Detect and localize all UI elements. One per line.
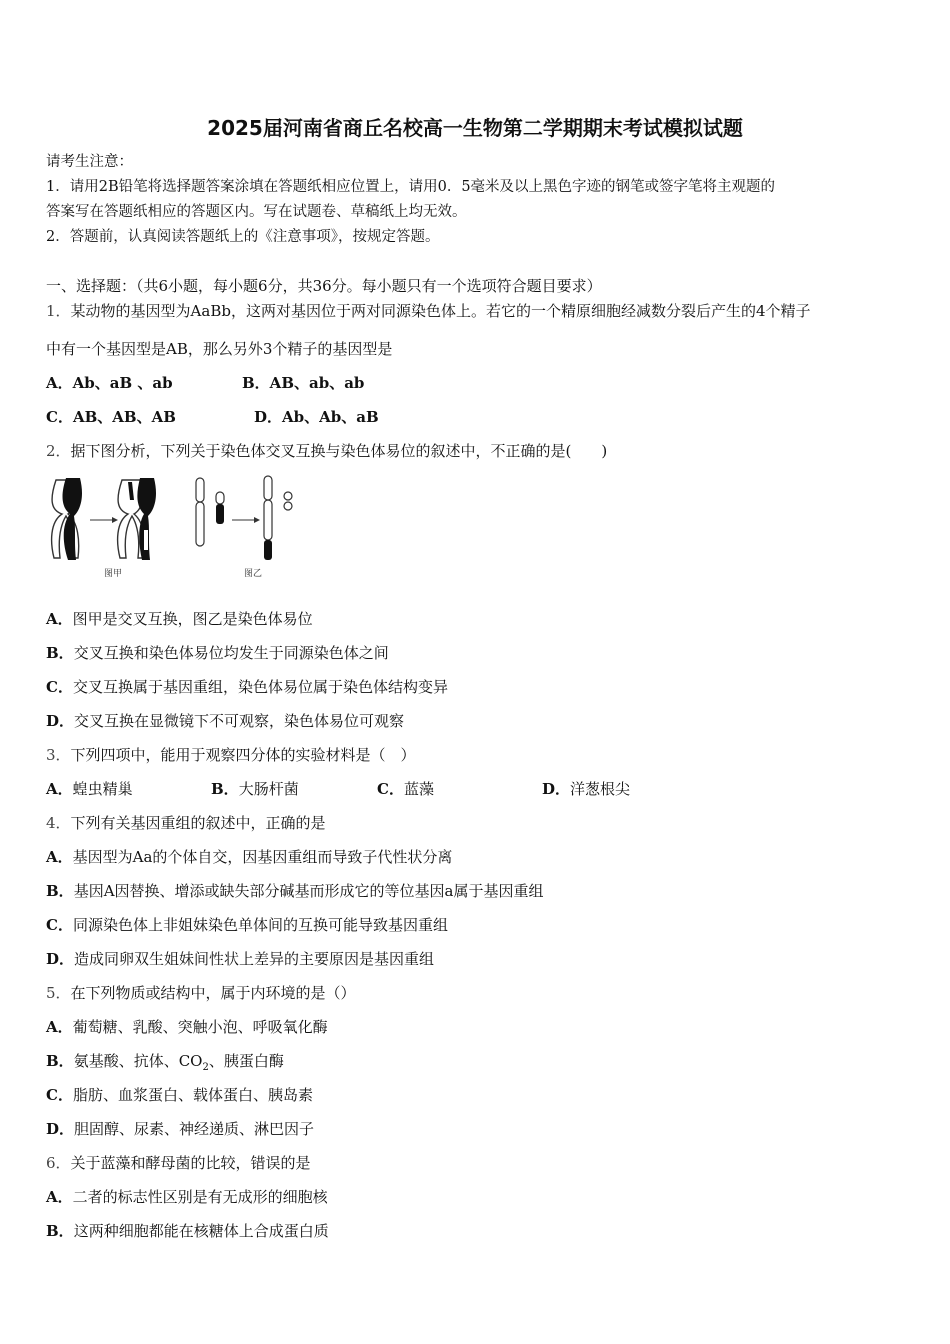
option-letter: A． (46, 1018, 73, 1036)
option-letter: C． (46, 678, 73, 696)
figure-b-chromosomes-before (196, 478, 224, 546)
option-text: 脂肪、血浆蛋白、载体蛋白、胰岛素 (72, 1086, 313, 1104)
q5-option-d (46, 1119, 314, 1139)
question-1-cont: 中有一个基因型是AB，那么另外3个精子的基因型是 (46, 340, 393, 358)
option-letter: A． (46, 610, 73, 628)
question-text: 在下列物质或结构中，属于内环境的是（） (70, 984, 356, 1002)
option-text: 这两种细胞都能在核糖体上合成蛋白质 (73, 1222, 329, 1240)
option-text: 基因型为Aa的个体自交，因基因重组而导致子代性状分离 (72, 848, 453, 866)
question-number: 2． (46, 442, 71, 460)
q1-option-b: B．AB、ab、ab (242, 374, 365, 392)
figure-b-caption: 图乙 (244, 569, 263, 579)
option-letter: C． (377, 780, 404, 798)
question-1 (46, 301, 811, 321)
option-text: 交叉互换属于基因重组，染色体易位属于染色体结构变异 (72, 678, 448, 696)
option-text: 交叉互换在显微镜下不可观察，染色体易位可观察 (74, 712, 405, 730)
figure-a-chromosomes-before (52, 478, 82, 560)
q3-option-d (542, 779, 630, 799)
q1-option-a: A．Ab、aB 、ab (46, 374, 173, 392)
q5-option-c (46, 1085, 313, 1105)
option-text: 基因A因替换、增添或缺失部分碱基而形成它的等位基因a属于基因重组 (73, 882, 544, 900)
question-number: 3． (46, 746, 71, 764)
option-text: 胆固醇、尿素、神经递质、淋巴因子 (74, 1120, 315, 1138)
notice-item-1: 1．请用2B铅笔将选择题答案涂填在答题纸相应位置上，请用0．5毫米及以上黑色字迹的钢笔或签字笔将主观题的 (46, 179, 776, 195)
option-letter: B． (46, 644, 74, 662)
option-letter: D． (46, 950, 75, 968)
option-text: 造成同卵双生姐妹间性状上差异的主要原因是基因重组 (74, 950, 435, 968)
q3-option-c (377, 779, 434, 799)
q4-option-d (46, 949, 434, 969)
figure-a-caption: 图甲 (104, 569, 123, 579)
question-number: 6． (46, 1154, 71, 1172)
option-text: 氨基酸、抗体、CO (73, 1052, 203, 1070)
q5-option-b (46, 1051, 284, 1078)
option-letter: B． (46, 882, 74, 900)
option-letter: A． (46, 780, 73, 798)
option-text: 大肠杆菌 (238, 780, 299, 798)
q1-option-d: D．Ab、Ab、aB (254, 408, 379, 426)
question-number: 5． (46, 984, 71, 1002)
q1-option-c: C．AB、AB、AB (46, 408, 176, 426)
option-text: 葡萄糖、乳酸、突触小泡、呼吸氧化酶 (72, 1018, 328, 1036)
option-letter: D． (46, 1120, 75, 1138)
option-letter: D． (542, 780, 571, 798)
option-text: 图甲是交叉互换，图乙是染色体易位 (72, 610, 313, 628)
question-4 (46, 813, 326, 833)
question-text: 据下图分析，下列关于染色体交叉互换与染色体易位的叙述中，不正确的是( ) (70, 442, 608, 460)
question-3 (46, 745, 416, 765)
chromosome-figure (44, 470, 314, 582)
option-letter: C． (46, 916, 73, 934)
notice-item-2: 2．答题前，认真阅读答题纸上的《注意事项》，按规定答题。 (46, 229, 440, 245)
option-letter: C． (46, 1086, 73, 1104)
q3-option-a (46, 779, 133, 799)
question-5 (46, 983, 356, 1003)
option-text: 二者的标志性区别是有无成形的细胞核 (72, 1188, 328, 1206)
option-letter: B． (46, 1052, 74, 1070)
q2-option-b (46, 643, 389, 663)
subscript: 2 (202, 1062, 209, 1073)
arrow-icon (232, 517, 260, 523)
page-title: 2025届河南省商丘名校高一生物第二学期期末考试模拟试题 (207, 116, 743, 140)
section-heading: 一、选择题：（共6小题，每小题6分，共36分。每小题只有一个选项符合题目要求） (46, 277, 602, 295)
q3-option-b (211, 779, 299, 799)
q6-option-a (46, 1187, 328, 1207)
q2-option-d (46, 711, 404, 731)
option-text-cont: 、胰蛋白酶 (208, 1052, 284, 1070)
option-letter: A． (46, 1188, 73, 1206)
q4-option-b (46, 881, 543, 901)
q6-option-b (46, 1221, 329, 1241)
q4-option-c (46, 915, 448, 935)
option-text: 洋葱根尖 (570, 780, 631, 798)
question-number: 1． (46, 302, 71, 320)
question-number: 4． (46, 814, 71, 832)
option-text: 交叉互换和染色体易位均发生于同源染色体之间 (73, 644, 389, 662)
notice-heading: 请考生注意： (46, 154, 133, 170)
question-6 (46, 1153, 311, 1173)
question-text: 某动物的基因型为AaBb，这两对基因位于两对同源染色体上。若它的一个精原细胞经减数分裂后产生的4个精子 (70, 302, 811, 320)
q5-option-a (46, 1017, 328, 1037)
option-letter: A． (46, 848, 73, 866)
option-text: 同源染色体上非姐妹染色单体间的互换可能导致基因重组 (72, 916, 448, 934)
option-letter: B． (46, 1222, 74, 1240)
q2-option-c (46, 677, 448, 697)
question-text: 下列有关基因重组的叙述中，正确的是 (70, 814, 326, 832)
option-text: 蝗虫精巢 (72, 780, 133, 798)
question-text: 关于蓝藻和酵母菌的比较，错误的是 (70, 1154, 311, 1172)
question-text: 下列四项中，能用于观察四分体的实验材料是（ ） (70, 746, 416, 764)
q4-option-a (46, 847, 452, 867)
q2-option-a (46, 609, 313, 629)
option-text: 蓝藻 (403, 780, 434, 798)
notice-item-1-cont: 答案写在答题纸相应的答题区内。写在试题卷、草稿纸上均无效。 (46, 204, 467, 220)
figure-a-chromosomes-after (118, 478, 156, 560)
question-2 (46, 441, 607, 461)
arrow-icon (90, 517, 118, 523)
option-letter: D． (46, 712, 75, 730)
option-letter: B． (211, 780, 239, 798)
figure-b-chromosomes-after (264, 476, 292, 560)
